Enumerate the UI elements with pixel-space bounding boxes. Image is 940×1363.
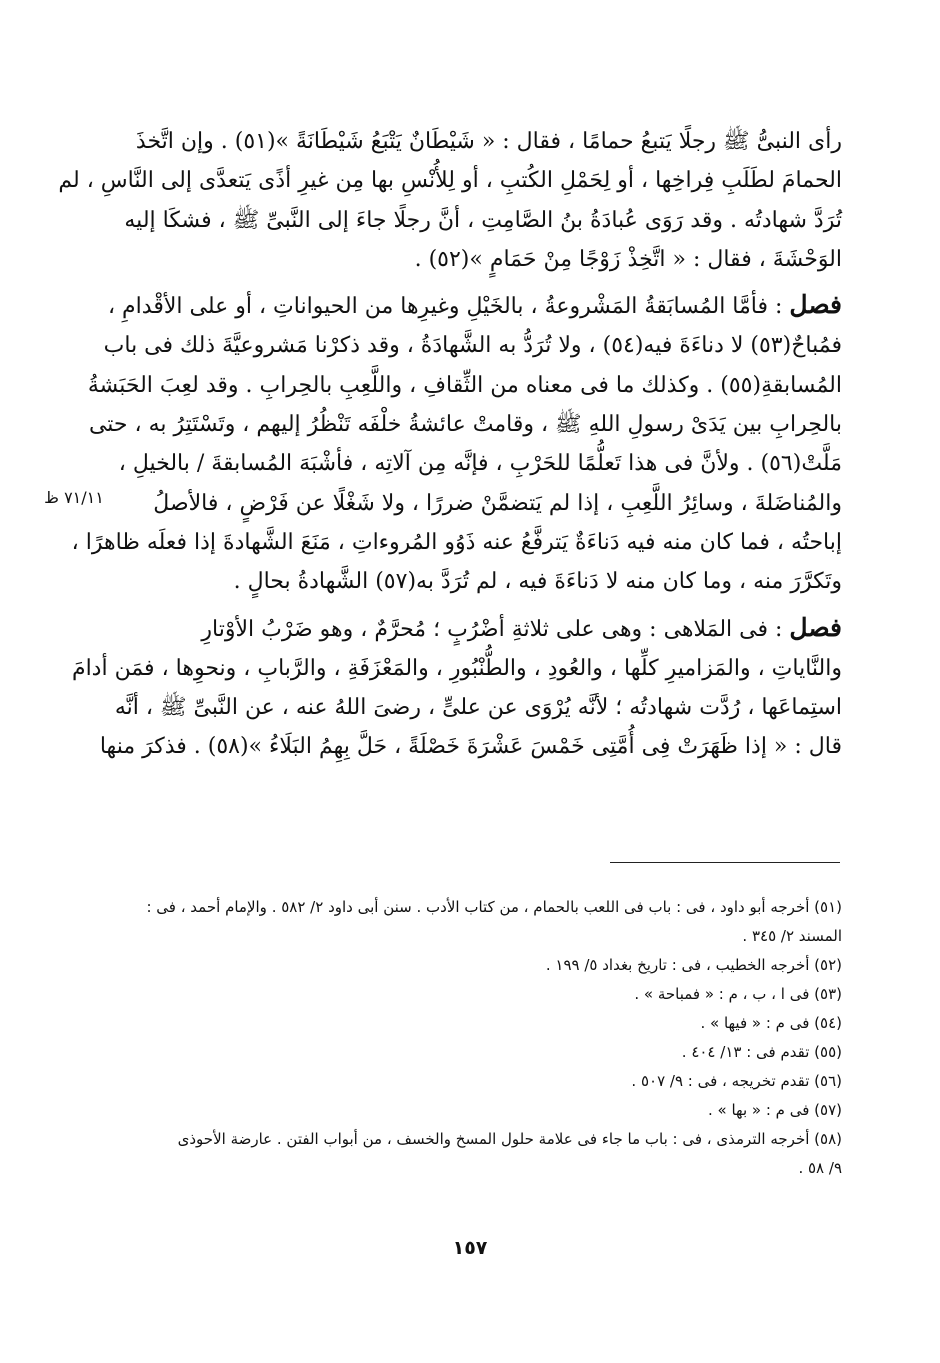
paragraph-3 bbox=[71, 608, 842, 767]
text-line: وتَكرَّرَ منه ، وما كان منه لا دَناءَةَ فيه ، لم تُرَدَّ به(٥٧) الشَّهادةُ بحالٍ . bbox=[233, 569, 842, 595]
section-keyword: فصل bbox=[789, 290, 842, 320]
footnote: (٥٨) أخرجه الترمذى ، فى : باب ما جاء فى علامة حلول المسخ والخسف ، من أبواب الفتن . عارضة الأحوذى bbox=[177, 1130, 842, 1148]
text-line: والمُناضَلةَ ، وسائِرُ اللَّعِبِ ، إذا لم يَتضمَّنْ ضررًا ، ولا شَغْلًا عن فَرْضٍ ، فالأصلُ bbox=[153, 490, 842, 516]
text-line: تُرَدَّ شهادتُه . وقد رَوَى عُبادَةُ بنُ الصَّامِتِ ، أنَّ رجلًا جاءَ إلى النَّبىِّ ﷺ ، فشكَا إليه bbox=[124, 207, 842, 233]
footnote: ٩/ ٥٨ . bbox=[798, 1159, 842, 1177]
footnote: (٥٤) فى م : « فيها » . bbox=[700, 1014, 842, 1032]
page-number: ١٥٧ bbox=[452, 1237, 488, 1259]
text-line: المُسابقةِ(٥٥) . وكذلك ما فى معناه من الثِّقافِ ، واللَّعِبِ بالحِرابِ . وقد لعِبَ الحَبَشةُ bbox=[87, 372, 842, 398]
text-line: استِماعَها ، رُدَّت شهادتُه ؛ لأنَّه يُرْوَى عن علىٍّ ، رضىَ اللهُ عنه ، عن النَّبىِّ ﷺ ، أنَّه bbox=[114, 695, 842, 721]
text-line: رأى النبىُّ ﷺ رجلًا يَتبعُ حمامًا ، فقال : « شَيْطَانٌ يَتْبَعُ شَيْطَانَةً »(٥١) . وإن اتَّخذَ bbox=[135, 129, 842, 154]
text-line: مَلَّتْ(٥٦) . ولأنَّ فى هذا تَعلُّمًا للحَرْبِ ، فإنَّه مِن آلاتِه ، فأشْبَهَ المُسابقةَ / بالخيلِ ، bbox=[118, 451, 842, 477]
text-line bbox=[130, 608, 842, 649]
text-line: قال : « إذا ظَهَرَتْ فِى أُمَّتِى خَمْسَ عَشْرَةَ خَصْلَةً ، حَلَّ بِهِمُ البَلَاءُ »(٥٨) . فذكرَ منها bbox=[99, 734, 842, 760]
paragraph-1 bbox=[58, 122, 842, 279]
footnote: (٥١) أخرجه أبو داود ، فى : باب فى اللعب بالحمام ، من كتاب الأدب . سنن أبى داود ٢/ ٥٨٢ . والإمام أحمد ، فى : bbox=[146, 898, 842, 916]
text-line: إباحتُه ، فما كان منه فيه دَناءَةٌ يَترفَّعُ عنه ذَوُو المُروءاتِ ، مَنَعَ الشَّهادةَ إذا فعلَه ظاهرًا ، bbox=[71, 529, 842, 555]
footnote: (٥٥) تقدم فى : ١٣/ ٤٠٤ . bbox=[681, 1043, 842, 1061]
section-keyword: فصل bbox=[789, 612, 842, 642]
text-line bbox=[107, 285, 842, 326]
text-line-content: : فأمَّا المُسابَقةُ المَشْروعةُ ، بالخَيْلِ وغيرِها من الحيواناتِ ، أو على الأقْدامِ ، bbox=[107, 294, 790, 320]
text-line: بالحِرابِ بين يَدَىْ رسولِ اللهِ ﷺ ، وقامتْ عائشةُ خلْفَه تَنْظُرُ إليهم ، وتَسْتَتِرُ به ، حتى bbox=[88, 412, 842, 438]
margin-folio-note: ٧١/١١ ظ bbox=[44, 488, 104, 507]
footnote-divider bbox=[610, 862, 840, 863]
footnotes bbox=[130, 893, 842, 1183]
footnote: (٥٧) فى م : « بها » . bbox=[707, 1101, 842, 1119]
text-line: الحمامَ لطَلَبِ فِراخِها ، أو لِحَمْلِ الكُتبِ ، أو لِلأُنْسِ بها مِن غيرِ أذًى يَتعدَّى إلى النَّاسِ ، لم bbox=[58, 168, 842, 194]
footnote: (٥٣) فى ا ، ب ، م : « فمباحة » . bbox=[634, 985, 842, 1003]
text-line: الوَحْشَةَ ، فقال : « اتَّخِذْ زَوْجًا مِنْ حَمَامٍ »(٥٢) . bbox=[414, 246, 842, 272]
text-line-content: : فى المَلاهى : وهى على ثلاثةِ أضْرُبٍ ؛ مُحرَّمٌ ، وهو ضَرْبُ الأوْتارِ bbox=[201, 616, 790, 642]
text-line: والنَّاياتِ ، والمَزاميرِ كلِّها ، والعُودِ ، والطُّنْبُورِ ، والمَعْزَفَةِ ، والرَّبابِ ، ونحوِها ، فمَن أدامَ bbox=[71, 655, 842, 681]
footnote: (٥٢) أخرجه الخطيب ، فى : تاريخ بغداد ٥/ ١٩٩ . bbox=[545, 956, 842, 974]
footnote: المسند ٢/ ٣٤٥ . bbox=[742, 927, 842, 945]
footnote: (٥٦) تقدم تخريجه ، فى : ٩/ ٥٠٧ . bbox=[631, 1072, 842, 1090]
text-line: فمُباحٌ(٥٣) لا دناءَةَ فيه(٥٤) ، ولا تُرَدُّ به الشَّهادَةُ ، وقد ذكرْنا مَشروعيَّةَ ذلك فى باب bbox=[103, 333, 842, 359]
